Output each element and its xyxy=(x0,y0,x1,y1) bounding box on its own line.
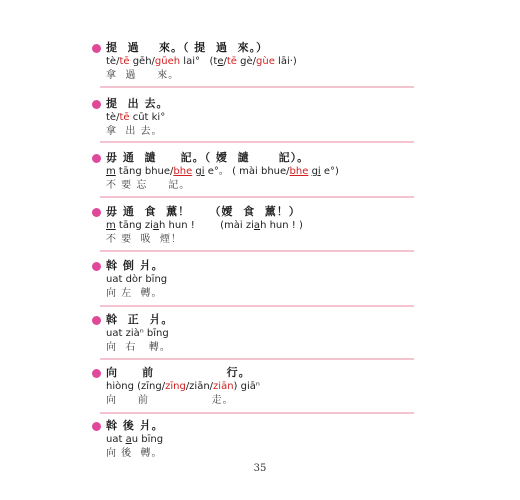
hanzi-line: 斡 正 爿。 xyxy=(106,313,174,326)
romanization-line: hiòng (zīng/zīng/ziān/ziān) giāⁿ xyxy=(106,381,260,392)
bullet-icon xyxy=(92,208,101,217)
hanzi-line: 斡 倒 爿。 xyxy=(106,259,164,272)
phrase-entry xyxy=(100,366,430,408)
mandarin-gloss-line: 向 前 走。 xyxy=(106,395,234,406)
divider xyxy=(100,358,414,360)
phrase-entry xyxy=(100,313,430,355)
divider xyxy=(100,141,414,143)
phrase-entry xyxy=(100,419,430,461)
phrase-entry xyxy=(100,205,430,247)
page-number: 35 xyxy=(253,463,267,474)
hanzi-line: 毋 通 食 薰！ （嬡 食 薰！） xyxy=(106,205,301,218)
mandarin-gloss-line: 不 要 吸 煙！ xyxy=(106,234,182,245)
divider xyxy=(100,412,414,414)
mandarin-gloss-line: 向 右 轉。 xyxy=(106,342,171,353)
divider xyxy=(100,250,414,252)
mandarin-gloss-line: 向 後 轉。 xyxy=(106,448,163,459)
romanization-line: tè/tē gēh/gūeh lai° (te/tē gè/gùe lāi·) xyxy=(106,56,297,67)
romanization-line: m tāng bhue/bhe gi e°。 ( mài bhue/bhe gi e°) xyxy=(106,166,339,177)
bullet-icon xyxy=(92,316,101,325)
hanzi-line: 提 出 去。 xyxy=(106,97,169,110)
hanzi-line: 提 過 來。（ 提 過 來。） xyxy=(106,41,269,54)
divider xyxy=(100,86,414,88)
divider xyxy=(100,196,414,198)
mandarin-gloss-line: 不 要 忘 記。 xyxy=(106,180,191,191)
bullet-icon xyxy=(92,262,101,271)
phrase-entry xyxy=(100,41,430,83)
bullet-icon xyxy=(92,100,101,109)
mandarin-gloss-line: 拿 過 來。 xyxy=(106,70,180,81)
bullet-icon xyxy=(92,154,101,163)
hanzi-line: 毋 通 譴 記。（ 嬡 譴 記）。 xyxy=(106,151,310,164)
hanzi-line: 斡 後 爿。 xyxy=(106,419,164,432)
romanization-line: uat au bīng xyxy=(106,434,164,445)
mandarin-gloss-line: 拿 出 去。 xyxy=(106,126,163,137)
hanzi-line: 向 前 行。 xyxy=(106,366,251,379)
phrase-entry xyxy=(100,97,430,139)
bullet-icon xyxy=(92,422,101,431)
bullet-icon xyxy=(92,44,101,53)
divider xyxy=(100,305,414,307)
romanization-line: tè/tē cūt ki° xyxy=(106,112,166,123)
romanization-line: uat dòr bīng xyxy=(106,274,168,285)
romanization-line: uat ziàⁿ bīng xyxy=(106,328,169,339)
phrase-entry xyxy=(100,151,430,193)
romanization-line: m tāng ziah hun ! (mài ziah hun ! ) xyxy=(106,220,303,231)
bullet-icon xyxy=(92,369,101,378)
phrase-entry xyxy=(100,259,430,301)
mandarin-gloss-line: 向 左 轉。 xyxy=(106,288,163,299)
